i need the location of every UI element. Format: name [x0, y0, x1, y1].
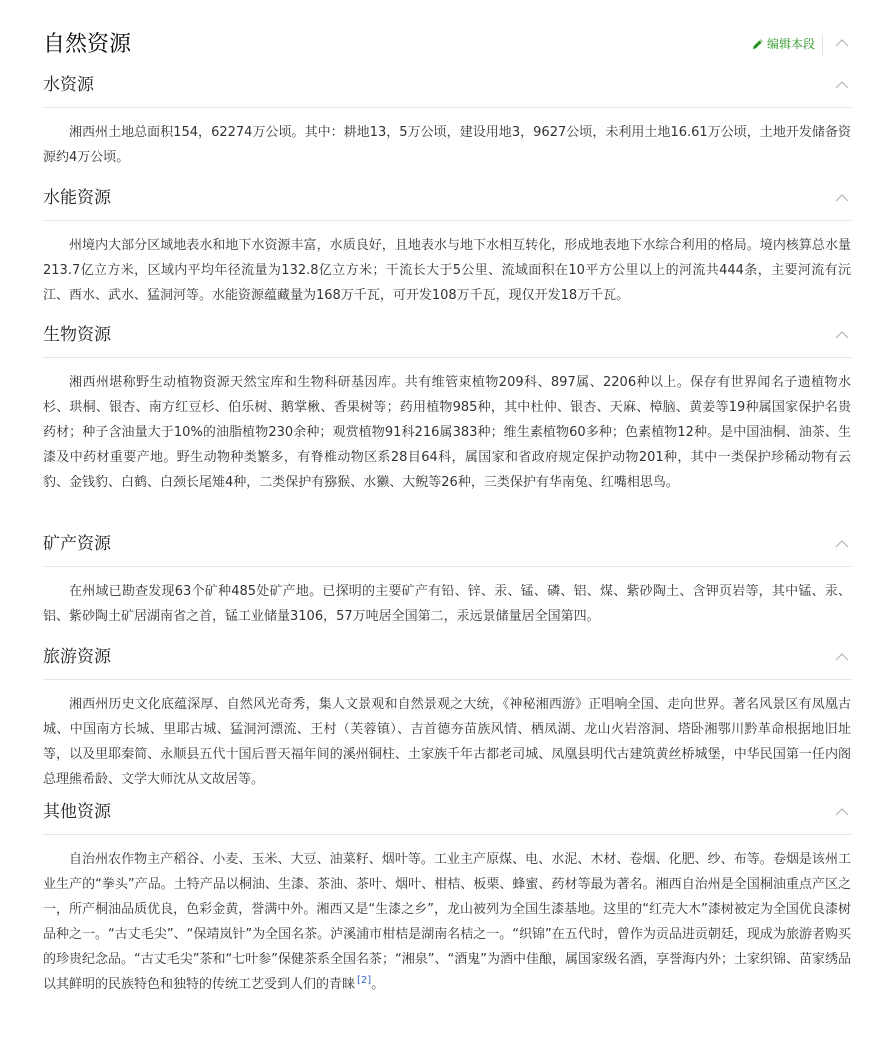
reference-link[interactable]: [2] [357, 974, 372, 986]
collapse-chevron-icon[interactable] [835, 653, 849, 661]
section-title: 旅游资源 [43, 647, 111, 667]
paragraph-tail: 。 [371, 977, 385, 992]
section-header [43, 797, 851, 835]
paragraph-text: 自治州农作物主产稻谷、小麦、玉米、大豆、油菜籽、烟叶等。工业主产原煤、电、水泥、木材、卷烟、化肥、纱、布等。卷烟是该州工业生产的“拳头”产品。土特产品以桐油、生漆、茶油、茶叶、烟叶、柑桔、板栗、蜂蜜、药材等最为著名。湘西自治州是全国桐油重点产区之一，所产桐油品质优良，色彩金黄，誉满中外。湘西又是“生漆之乡”，龙山被列为全国生漆基地。这里的“红壳大木”漆树被定为全国优良漆树品种之一。“古丈毛尖”、“保靖岚针”为全国名茶。泸溪浦市柑桔是湖南名桔之一。“织锦”在五代时，曾作为贡品进贡朝廷，现成为旅游者购买的珍贵纪念品。“古丈毛尖”茶和“七叶参”保健茶系全国名茶；“湘泉”、“酒鬼”为酒中佳酿，属国家级名酒，享誉海内外；土家织锦、苗家绣品以其鲜明的民族特色和独特的传统工艺受到人们的青睐 [43, 852, 851, 992]
section-header [43, 320, 851, 358]
page-title: 自然资源 [43, 32, 132, 57]
section-paragraph: 在州域已勘查发现63个矿种485处矿产地。已探明的主要矿产有铅、锌、汞、锰、磷、铝、煤、紫砂陶土、含钾页岩等，其中锰、汞、铝、紫砂陶土矿居湖南省之首，锰工业储量3106，57万吨居全国第二，汞远景储量居全国第四。 [43, 584, 851, 624]
pencil-icon [752, 38, 764, 50]
section-title: 矿产资源 [43, 534, 111, 554]
section-title: 其他资源 [43, 802, 111, 822]
section-title: 水资源 [43, 75, 94, 95]
section-water [43, 70, 851, 170]
section-other [43, 797, 851, 997]
section-title: 生物资源 [43, 325, 111, 345]
section-paragraph [43, 847, 851, 997]
section-paragraph: 湘西州历史文化底蕴深厚、自然风光奇秀，集人文景观和自然景观之大统，《神秘湘西游》正唱响全国、走向世界。著名风景区有凤凰古城、中国南方长城、里耶古城、猛洞河漂流、王村（芙蓉镇）、吉首德夯苗族风情、栖凤湖、龙山火岩溶洞、塔卧湘鄂川黔革命根据地旧址等，以及里耶秦简、永顺县五代十国后晋天福年间的溪州铜柱、土家族千年古都老司城、凤凰县明代古建筑黄丝桥城堡，中华民国第一任内阁总理熊希龄、文学大师沈从文故居等。 [43, 697, 851, 787]
section-header [43, 183, 851, 221]
section-header [43, 642, 851, 680]
section-paragraph: 湘西州堪称野生动植物资源天然宝库和生物科研基因库。共有维管束植物209科、897属、2206种以上。保存有世界闻名子遗植物水杉、珙桐、银杏、南方红豆杉、伯乐树、鹅掌楸、香果树等；药用植物985种，其中杜仲、银杏、天麻、樟脑、黄姜等19种属国家保护名贵药材；种子含油量大于10%的油脂植物230余种；观赏植物91科216属383种；维生素植物60多种；色素植物12种。是中国油桐、油茶、生漆及中药材重要产地。野生动物种类繁多，有脊椎动物区系28目64科，属国家和省政府规定保护动物201种，其中一类保护珍稀动物有云豹、金钱豹、白鹤、白颈长尾雉4种，二类保护有猕猴、水獭、大鲵等26种，三类保护有华南兔、红嘴相思鸟。 [43, 375, 851, 490]
collapse-all-icon[interactable] [835, 39, 849, 47]
section-biology [43, 320, 851, 495]
section-title: 水能资源 [43, 188, 111, 208]
collapse-chevron-icon[interactable] [835, 808, 849, 816]
collapse-chevron-icon[interactable] [835, 540, 849, 548]
section-header [43, 529, 851, 567]
section-minerals [43, 529, 851, 629]
main-header [43, 30, 851, 62]
section-paragraph: 湘西州土地总面积154，62274万公顷。其中：耕地13，5万公顷，建设用地3，9627公顷，未利用土地16.61万公顷，土地开发储备资源约4万公顷。 [43, 125, 851, 165]
collapse-chevron-icon[interactable] [835, 81, 849, 89]
collapse-chevron-icon[interactable] [835, 194, 849, 202]
section-tourism [43, 642, 851, 792]
edit-section-label: 编辑本段 [766, 37, 815, 51]
section-header [43, 70, 851, 108]
header-divider [822, 35, 823, 55]
collapse-chevron-icon[interactable] [835, 331, 849, 339]
section-hydropower [43, 183, 851, 308]
section-paragraph: 州境内大部分区域地表水和地下水资源丰富，水质良好，且地表水与地下水相互转化，形成地表地下水综合利用的格局。境内核算总水量213.7亿立方米，区域内平均年径流量为132.8亿立方米；干流长大于5公里、流域面积在10平方公里以上的河流共444条，主要河流有沅江、酉水、武水、猛洞河等。水能资源蕴藏量为168万千瓦，可开发108万千瓦，现仅开发18万千瓦。 [43, 238, 851, 303]
edit-section-button[interactable] [752, 35, 815, 53]
